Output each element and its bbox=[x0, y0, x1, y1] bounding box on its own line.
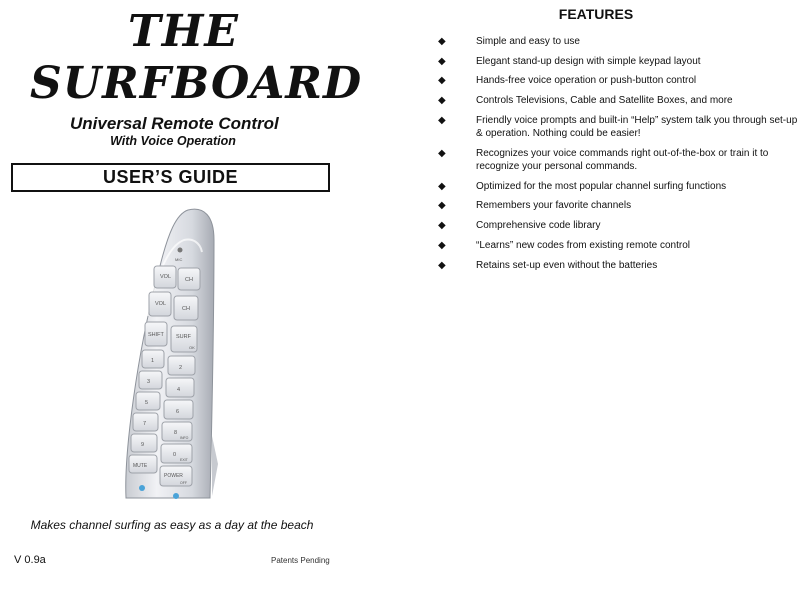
svg-text:8: 8 bbox=[174, 430, 178, 436]
version-label: V 0.9a bbox=[14, 554, 46, 566]
svg-text:7: 7 bbox=[143, 421, 147, 427]
svg-text:POWER: POWER bbox=[164, 473, 183, 479]
led-left-icon bbox=[139, 485, 145, 491]
feature-text: Optimized for the most popular channel surfing functions bbox=[476, 181, 727, 192]
tagline: Makes channel surfing as easy as a day at the beach bbox=[30, 518, 314, 532]
diamond-bullet-icon: ◆ bbox=[438, 240, 446, 251]
key-5[interactable] bbox=[136, 392, 160, 410]
feature-text: Retains set-up even without the batteries bbox=[476, 260, 658, 271]
feature-item bbox=[438, 94, 798, 107]
feature-item bbox=[438, 180, 798, 193]
key-8[interactable] bbox=[162, 422, 192, 441]
key-7[interactable] bbox=[133, 413, 158, 431]
mic-label: MIC bbox=[175, 257, 183, 262]
key-6[interactable] bbox=[164, 400, 193, 419]
svg-text:VOL: VOL bbox=[160, 274, 172, 280]
svg-text:VOL: VOL bbox=[155, 301, 167, 307]
diamond-bullet-icon: ◆ bbox=[438, 260, 446, 271]
feature-item bbox=[438, 147, 798, 173]
svg-text:EXIT: EXIT bbox=[180, 458, 188, 462]
feature-item bbox=[438, 55, 798, 68]
svg-text:4: 4 bbox=[177, 387, 181, 393]
diamond-bullet-icon: ◆ bbox=[438, 148, 446, 159]
key-3[interactable] bbox=[139, 371, 162, 389]
mute-key[interactable] bbox=[129, 455, 157, 473]
power-key[interactable] bbox=[160, 466, 192, 486]
remote-illustration bbox=[118, 206, 242, 506]
feature-item bbox=[438, 114, 798, 140]
feature-item bbox=[438, 239, 798, 252]
led-right-icon bbox=[173, 493, 179, 499]
svg-text:5: 5 bbox=[145, 400, 149, 406]
users-guide-box bbox=[11, 163, 330, 192]
feature-item bbox=[438, 35, 798, 48]
feature-text: Simple and easy to use bbox=[476, 36, 580, 47]
feature-item bbox=[438, 199, 798, 212]
feature-item bbox=[438, 259, 798, 272]
features-title: FEATURES bbox=[558, 6, 634, 22]
svg-text:SURF: SURF bbox=[176, 334, 191, 340]
feature-text: Recognizes your voice commands right out-of-the-box or train it to recognize your personal commands. bbox=[476, 148, 769, 172]
ch-up-key[interactable] bbox=[178, 268, 200, 290]
svg-text:9: 9 bbox=[141, 442, 145, 448]
subtitle: Universal Remote Control bbox=[70, 114, 279, 133]
svg-text:6: 6 bbox=[176, 409, 180, 415]
feature-text: Remembers your favorite channels bbox=[476, 200, 632, 211]
diamond-bullet-icon: ◆ bbox=[438, 220, 446, 231]
patents-label: Patents Pending bbox=[271, 556, 330, 565]
svg-text:1: 1 bbox=[151, 358, 155, 364]
svg-text:CH: CH bbox=[182, 306, 190, 312]
surf-key[interactable] bbox=[171, 326, 197, 352]
key-1[interactable] bbox=[142, 350, 164, 368]
key-2[interactable] bbox=[168, 356, 195, 375]
diamond-bullet-icon: ◆ bbox=[438, 56, 446, 67]
vol-up-key[interactable] bbox=[154, 266, 176, 288]
svg-text:MUTE: MUTE bbox=[133, 463, 148, 469]
svg-text:SHIFT: SHIFT bbox=[148, 332, 164, 338]
diamond-bullet-icon: ◆ bbox=[438, 75, 446, 86]
feature-text: Comprehensive code library bbox=[476, 220, 601, 231]
users-guide-label: USER’S GUIDE bbox=[102, 167, 239, 187]
title-surfboard: SURFBOARD bbox=[30, 58, 363, 109]
diamond-bullet-icon: ◆ bbox=[438, 200, 446, 211]
diamond-bullet-icon: ◆ bbox=[438, 95, 446, 106]
subtitle-voice: With Voice Operation bbox=[110, 134, 236, 148]
key-9[interactable] bbox=[131, 434, 157, 452]
svg-text:OK: OK bbox=[189, 345, 195, 350]
feature-text: Controls Televisions, Cable and Satellite Boxes, and more bbox=[476, 95, 733, 106]
feature-text: “Learns” new codes from existing remote control bbox=[476, 240, 690, 251]
svg-text:2: 2 bbox=[179, 365, 183, 371]
feature-text: Hands-free voice operation or push-button control bbox=[476, 75, 697, 86]
key-0[interactable] bbox=[161, 444, 192, 463]
title-the: THE bbox=[128, 6, 239, 57]
feature-item bbox=[438, 219, 798, 232]
feature-item bbox=[438, 74, 798, 87]
diamond-bullet-icon: ◆ bbox=[438, 36, 446, 47]
diamond-bullet-icon: ◆ bbox=[438, 115, 446, 126]
svg-text:OFF: OFF bbox=[180, 481, 187, 485]
feature-text: Elegant stand-up design with simple keypad layout bbox=[476, 56, 701, 67]
mic-icon bbox=[178, 248, 183, 253]
vol-down-key[interactable] bbox=[149, 292, 171, 316]
svg-text:CH: CH bbox=[185, 277, 193, 283]
key-4[interactable] bbox=[166, 378, 194, 397]
shift-key[interactable] bbox=[145, 322, 167, 346]
svg-text:3: 3 bbox=[147, 379, 151, 385]
ch-down-key[interactable] bbox=[174, 296, 198, 320]
svg-text:INFO: INFO bbox=[180, 436, 189, 440]
diamond-bullet-icon: ◆ bbox=[438, 181, 446, 192]
feature-text: Friendly voice prompts and built-in “Help” system talk you through set-up & operation. Nothing could be easier! bbox=[476, 115, 798, 139]
svg-text:0: 0 bbox=[173, 452, 177, 458]
